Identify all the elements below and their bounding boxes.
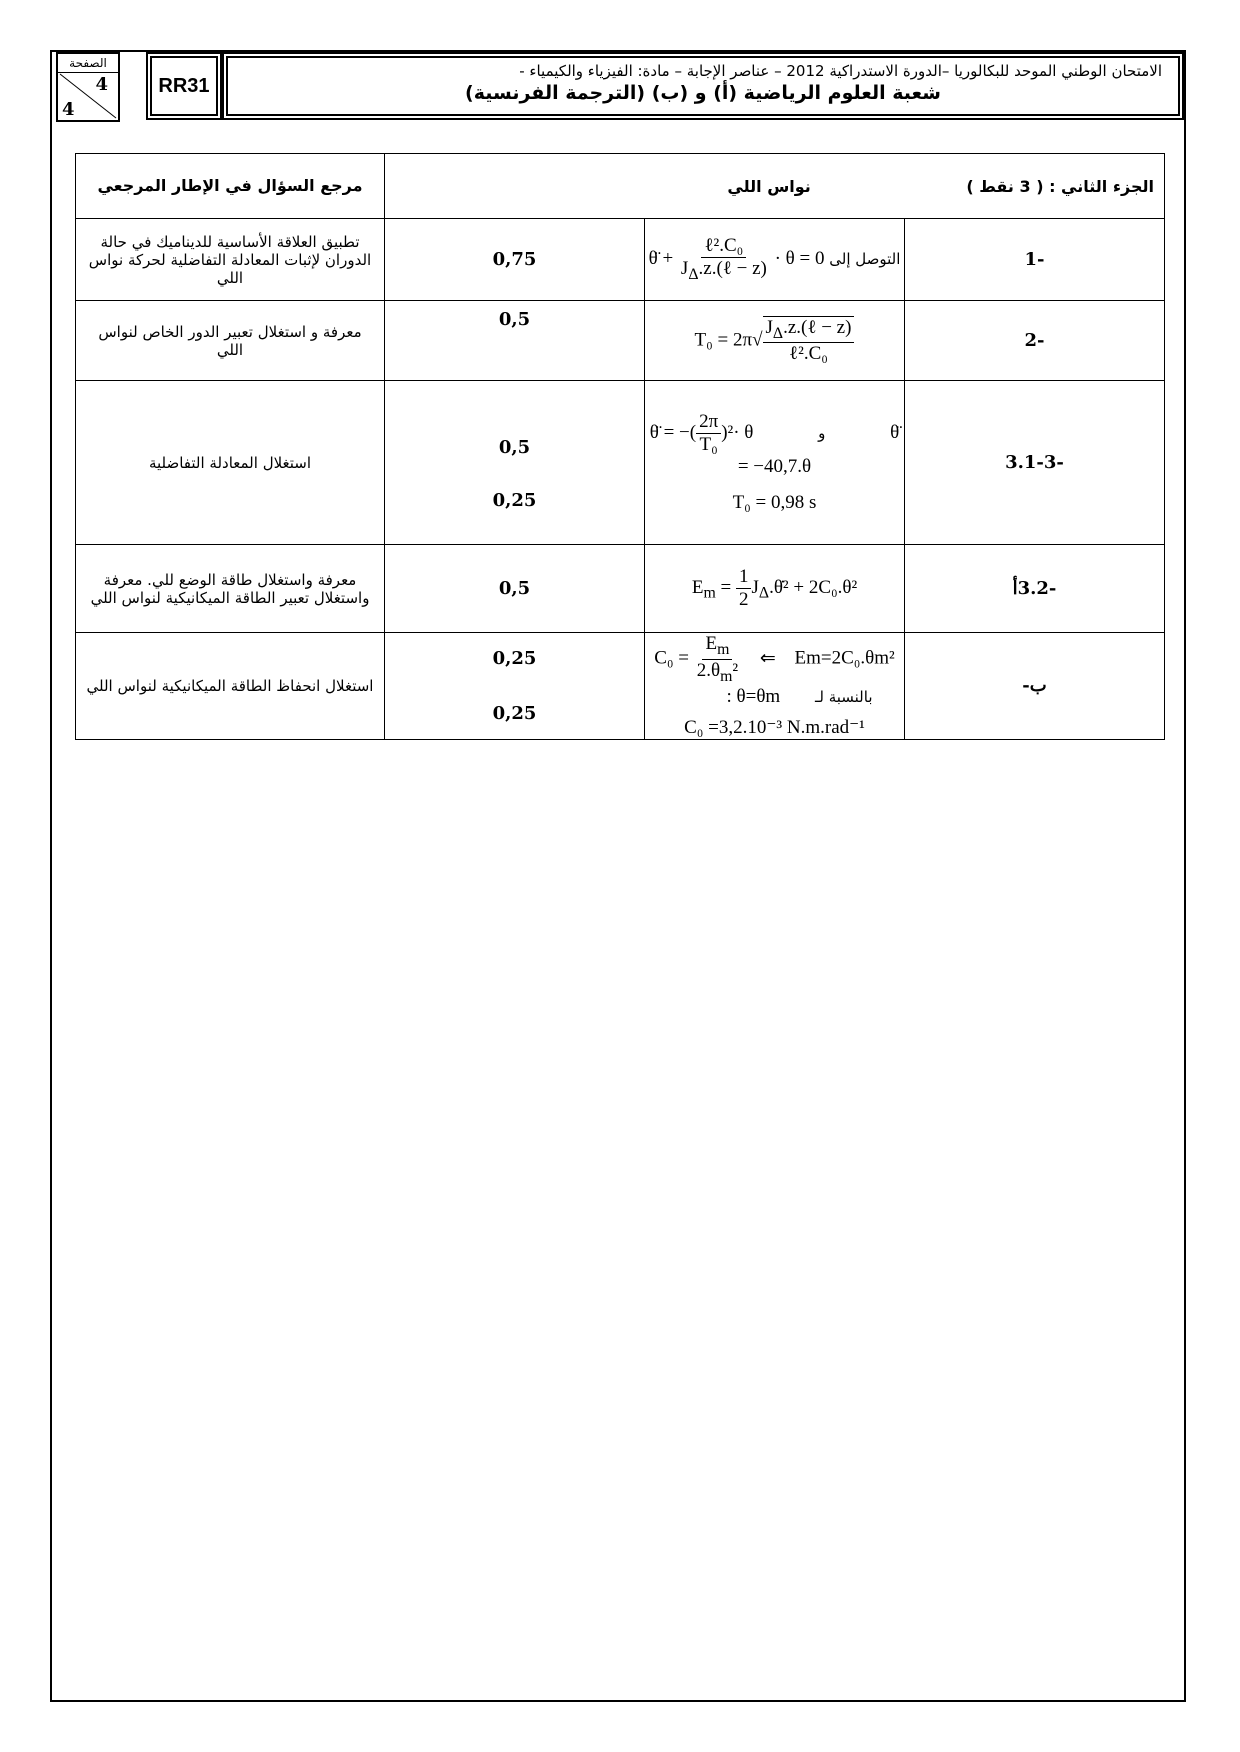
row4-points: 0,5 [385, 545, 645, 633]
table-row [76, 545, 1165, 633]
row3-points [385, 381, 645, 545]
page-number-box [56, 52, 120, 122]
page-total: 4 [62, 99, 75, 120]
answer-table [75, 153, 1165, 740]
row3-number: -3.1-3 [905, 381, 1165, 545]
page-current: 4 [95, 74, 108, 95]
row1-ref: تطبيق العلاقة الأساسية للديناميك في حالة الدوران لإثبات المعادلة التفاضلية لحركة نواس اللي [76, 219, 385, 301]
row3-points-b: 0,25 [492, 489, 537, 511]
row5-number: ب- [905, 633, 1165, 740]
row3-answer [645, 381, 905, 545]
row5-condition: θ=θm [736, 685, 781, 707]
part-title: الجزء الثاني : ( 3 نقط ) [966, 176, 1154, 196]
row1-points: 0,75 [385, 219, 645, 301]
row5-ref: استغلال انحفاظ الطاقة الميكانيكية لنواس اللي [76, 633, 385, 740]
row3-value: θ̈ = −40,7.θ [737, 421, 900, 477]
header-line2: شعبة العلوم الرياضية (أ) و (ب) (الترجمة الفرنسية) [465, 82, 941, 104]
row3-ref: استغلال المعادلة التفاضلية [76, 381, 385, 545]
row2-number: -2 [905, 301, 1165, 381]
ref-header: مرجع السؤال في الإطار المرجعي [76, 154, 385, 219]
part-subject: نواس اللي [727, 176, 811, 196]
row4-ref: معرفة واستغلال طاقة الوضع للي. معرفة واستغلال تعبير الطاقة الميكانيكية لنواس اللي [76, 545, 385, 633]
row5-answer [645, 633, 905, 740]
row1-answer [645, 219, 905, 301]
row3-period: T₀ = 0,98 s [732, 492, 817, 513]
row4-answer: $E_m$ = $\frac{1}{2}$ $J_\Delta.\thetȧ^2 + 2C_0.\theta^2$ [645, 545, 905, 633]
part-header [385, 154, 1165, 219]
exam-header [222, 52, 1184, 120]
table-row [76, 381, 1165, 545]
row5-result: C₀ =3,2.10⁻³ N.m.rad⁻¹ [684, 716, 865, 738]
exam-code: RR31 [146, 52, 222, 120]
row3-points-a: 0,5 [498, 436, 531, 458]
row3-and: و [818, 423, 826, 442]
row5-energy: Em=2C₀.θm² [794, 647, 895, 669]
row5-points [385, 633, 645, 740]
table-row [76, 219, 1165, 301]
row1-prefix: التوصل إلى [829, 249, 901, 268]
row5-points-b: 0,25 [492, 702, 537, 724]
table-header-row [76, 154, 1165, 219]
row2-answer: T₀ = 2π√ $\frac{J_\Delta.z.(\ell - z)}{\text{ℓ².C₀}}$ [645, 301, 905, 381]
table-row [76, 633, 1165, 740]
row4-number: -3.2أ [905, 545, 1165, 633]
row5-line1: C₀ = $\frac{E_m}{2.\theta_m^2}$ ⇐ Em=2C₀.θm² : θ=θm بالنسبة لـ [654, 633, 895, 707]
table-row [76, 301, 1165, 381]
row3-line1: θ̈ = −( $\frac{2\pi}{\text{T₀}}$ )²· θ و θ̈ = −40,7.θ [649, 411, 900, 477]
page-label: الصفحة [58, 54, 118, 73]
header-line1: الامتحان الوطني الموحد للبكالوريا –الدورة الاستدراكية 2012 – عناصر الإجابة – مادة: الفيزياء والكيمياء - [519, 62, 1162, 80]
row1-formula: θ̈ + $\frac{\text{ℓ².C₀}}{J_\Delta.z.(\ell - z)}$ · θ = 0 [648, 235, 825, 283]
row2-ref: معرفة و استغلال تعبير الدور الخاص لنواس اللي [76, 301, 385, 381]
row1-number: -1 [905, 219, 1165, 301]
row2-points: 0,5 [385, 301, 645, 381]
row5-prefix: بالنسبة لـ [814, 687, 873, 706]
row5-points-a: 0,25 [492, 647, 537, 669]
